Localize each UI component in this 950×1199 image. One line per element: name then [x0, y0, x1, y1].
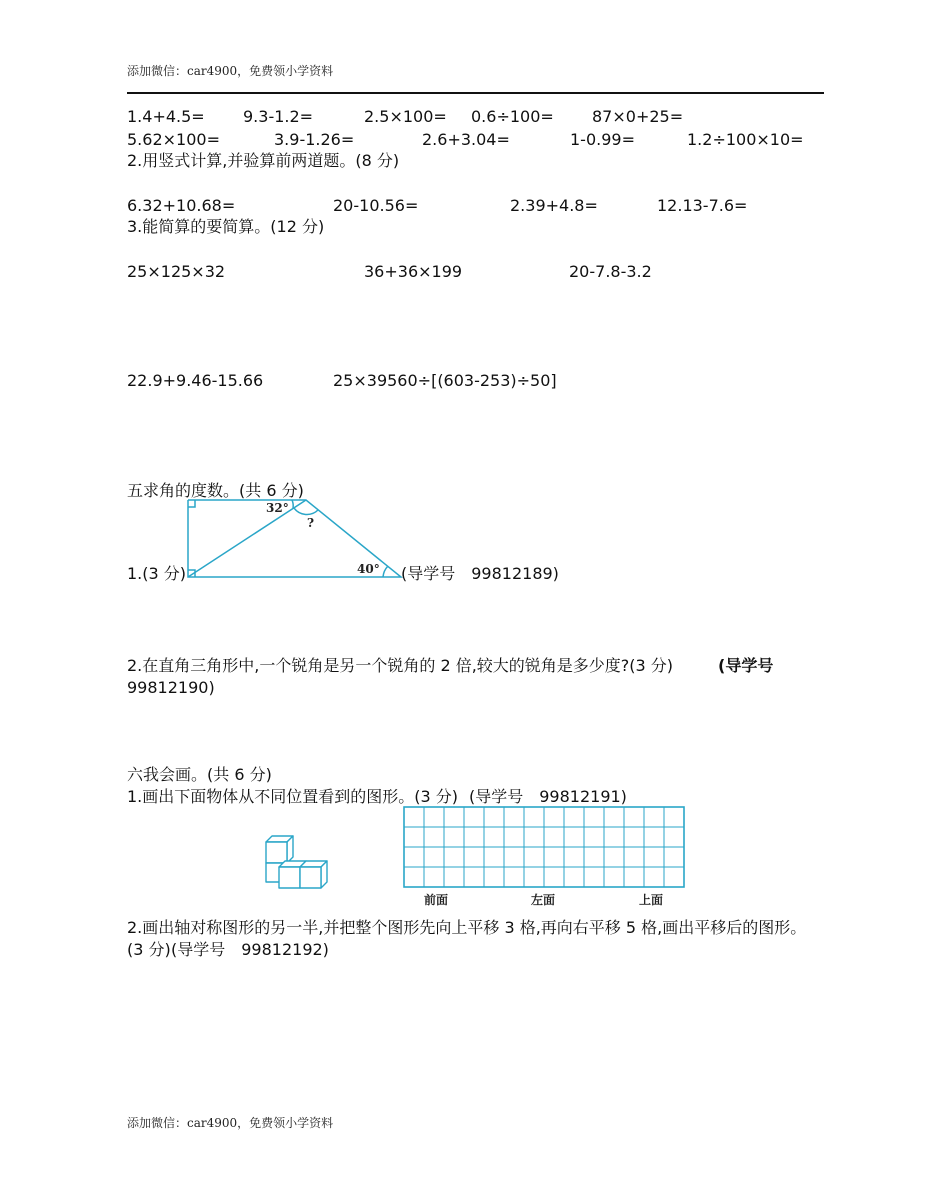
s6-q1-text: 1.画出下面物体从不同位置看到的图形。(3 分): [127, 787, 459, 806]
q1-item: 1.4+4.5=: [127, 107, 205, 126]
q2-item: 6.32+10.68=: [127, 196, 236, 215]
view-label-left: 左面: [531, 893, 556, 907]
q3-item: 25×39560÷[(603-253)÷50]: [333, 371, 557, 390]
q3-item: 36+36×199: [364, 262, 463, 281]
q1-item: 2.5×100=: [364, 107, 447, 126]
angle-label-32: 32°: [266, 501, 289, 515]
footer-text: 添加微信：car4900，免费领小学资料: [127, 1116, 334, 1130]
section6-title: 六我会画。(共 6 分): [127, 765, 272, 784]
s6-q2-text: 2.画出轴对称图形的另一半,并把整个图形先向上平移 3 格,再向右平移 5 格,画出平移后的图形。: [127, 918, 807, 937]
view-label-front: 前面: [424, 893, 449, 907]
q2-title: 2.用竖式计算,并验算前两道题。(8 分): [127, 151, 400, 170]
q3-item: 25×125×32: [127, 262, 226, 281]
q1-item: 2.6+3.04=: [422, 130, 510, 149]
s6-q1-ref: (导学号 99812191): [469, 787, 627, 806]
header-text: 添加微信：car4900，免费领小学资料: [127, 64, 334, 78]
s5-q2-text: 2.在直角三角形中,一个锐角是另一个锐角的 2 倍,较大的锐角是多少度?(3 分): [127, 656, 674, 675]
section5-title: 五求角的度数。(共 6 分): [127, 481, 304, 500]
q2-item: 2.39+4.8=: [510, 196, 598, 215]
q1-item: 9.3-1.2=: [243, 107, 314, 126]
q1-item: 5.62×100=: [127, 130, 220, 149]
angle-label-40: 40°: [357, 562, 380, 576]
s5-q2-ref-label: (导学号: [718, 656, 774, 675]
q3-item: 20-7.8-3.2: [569, 262, 652, 281]
q1-item: 0.6÷100=: [471, 107, 554, 126]
q1-item: 87×0+25=: [592, 107, 684, 126]
angle-label-unknown: ?: [307, 516, 315, 530]
q1-item: 3.9-1.26=: [274, 130, 355, 149]
s5-q2-ref-number: 99812190): [127, 678, 215, 697]
q1-item: 1.2÷100×10=: [687, 130, 804, 149]
s6-q2-points: (3 分): [127, 940, 171, 959]
q3-item: 22.9+9.46-15.66: [127, 371, 264, 390]
s6-q2-ref: (导学号 99812192): [171, 940, 329, 959]
q3-title: 3.能简算的要简算。(12 分): [127, 217, 325, 236]
s5-q1-ref: (导学号 99812189): [401, 564, 559, 583]
q2-item: 12.13-7.6=: [657, 196, 748, 215]
q2-item: 20-10.56=: [333, 196, 419, 215]
s5-q1-label: 1.(3 分): [127, 564, 187, 583]
view-label-top: 上面: [639, 893, 664, 907]
q1-item: 1-0.99=: [570, 130, 635, 149]
